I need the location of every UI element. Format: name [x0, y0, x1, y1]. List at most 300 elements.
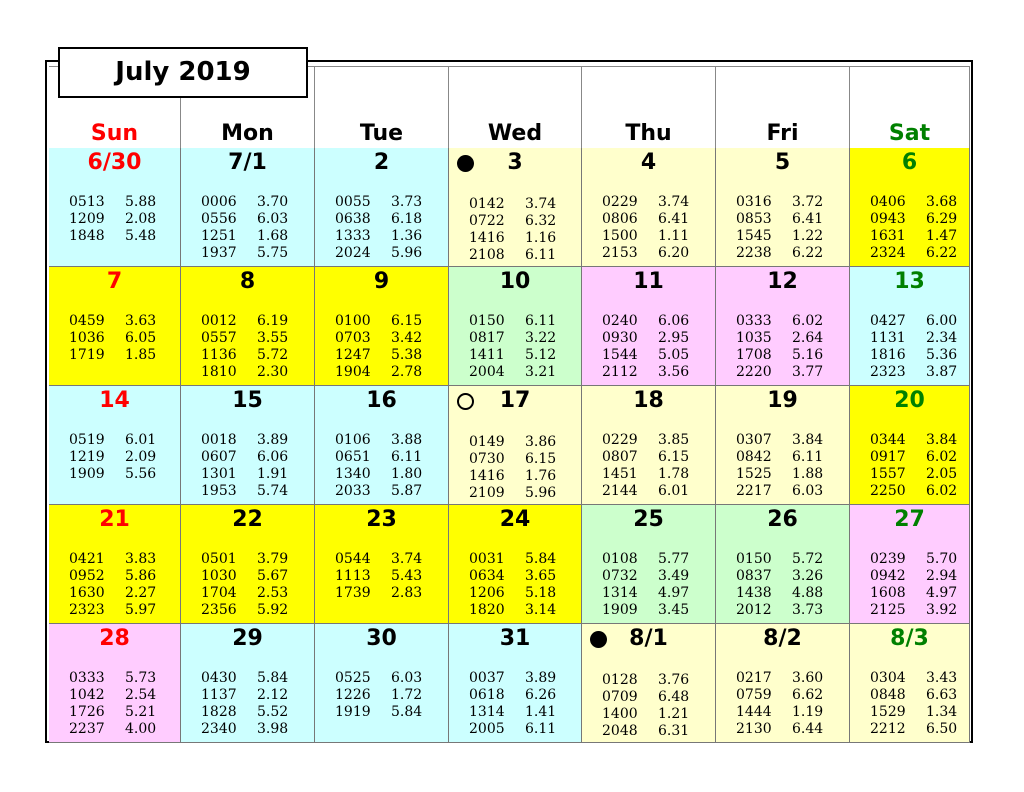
tide-time: 1314: [469, 704, 505, 720]
tide-time: 2144: [602, 483, 638, 499]
tide-time: 0759: [736, 687, 772, 703]
day-cell: [716, 624, 850, 743]
tide-entry: [201, 245, 288, 262]
tide-entry: [602, 689, 689, 706]
tide-height: 2.34: [926, 330, 958, 346]
tide-list: [69, 670, 156, 738]
tide-height: 3.73: [391, 194, 423, 210]
tide-height: 3.26: [792, 568, 824, 584]
tide-time: 2153: [602, 245, 638, 261]
weekday-label: Wed: [487, 121, 543, 146]
tide-height: 3.76: [658, 672, 690, 688]
tide-entry: [69, 585, 156, 602]
tide-time: 1131: [870, 330, 906, 346]
tide-time: 2238: [736, 245, 772, 261]
day-number: 31: [499, 626, 531, 651]
day-number: 18: [633, 388, 664, 413]
tide-entry: [736, 483, 823, 500]
tide-time: 1719: [69, 347, 105, 363]
day-cell: [582, 505, 716, 624]
tide-time: 0837: [736, 568, 772, 584]
tide-time: 0459: [69, 313, 105, 329]
tide-entry: [736, 551, 823, 568]
tide-time: 0012: [201, 313, 237, 329]
tide-entry: [469, 687, 556, 704]
tide-entry: [870, 670, 957, 687]
weekday-header-sat: [850, 66, 970, 148]
tide-height: 6.06: [658, 313, 690, 329]
tide-entry: [69, 602, 156, 619]
tide-entry: [201, 687, 288, 704]
tide-entry: [469, 602, 556, 619]
tide-entry: [69, 330, 156, 347]
day-number: 9: [373, 269, 390, 294]
tide-time: 2340: [201, 721, 237, 737]
tide-entry: [602, 432, 689, 449]
weekday-label: Fri: [766, 121, 799, 146]
day-number: 22: [232, 507, 263, 532]
tide-entry: [335, 330, 422, 347]
tide-height: 3.22: [525, 330, 557, 346]
tide-height: 5.75: [257, 245, 289, 261]
tide-height: 4.97: [926, 585, 958, 601]
tide-time: 1557: [870, 466, 906, 482]
tide-height: 5.87: [391, 483, 423, 499]
weekday-label: Mon: [221, 121, 274, 146]
tide-list: [736, 670, 823, 738]
tide-time: 2220: [736, 364, 772, 380]
tide-time: 0817: [469, 330, 505, 346]
tide-time: 1340: [335, 466, 371, 482]
tide-height: 5.43: [391, 568, 423, 584]
day-cell: [850, 148, 970, 267]
tide-height: 2.30: [257, 364, 289, 380]
day-cell: [850, 386, 970, 505]
tide-time: 1416: [469, 230, 505, 246]
tide-height: 3.74: [525, 196, 557, 212]
tide-entry: [201, 704, 288, 721]
tide-list: [469, 196, 556, 264]
tide-height: 5.18: [525, 585, 557, 601]
weekday-label: Sat: [888, 121, 931, 146]
tide-height: 6.48: [658, 689, 690, 705]
tide-height: 5.21: [125, 704, 157, 720]
tide-list: [335, 313, 422, 381]
day-number: 8/2: [763, 626, 802, 651]
tide-height: 3.56: [658, 364, 690, 380]
tide-height: 3.14: [525, 602, 557, 618]
tide-time: 1525: [736, 466, 772, 482]
tide-entry: [469, 213, 556, 230]
tide-time: 0100: [335, 313, 371, 329]
tide-time: 0618: [469, 687, 505, 703]
tide-time: 1136: [201, 347, 237, 363]
tide-time: 1704: [201, 585, 237, 601]
tide-list: [469, 434, 556, 502]
tide-height: 6.29: [926, 211, 958, 227]
tide-time: 1411: [469, 347, 505, 363]
tide-time: 0307: [736, 432, 772, 448]
day-cell: [315, 148, 449, 267]
tide-height: 2.09: [125, 449, 157, 465]
tide-entry: [736, 687, 823, 704]
tide-list: [602, 313, 689, 381]
tide-time: 0513: [69, 194, 105, 210]
tide-time: 0703: [335, 330, 371, 346]
tide-height: 5.38: [391, 347, 423, 363]
tide-height: 5.16: [792, 347, 824, 363]
tide-time: 0730: [469, 451, 505, 467]
tide-height: 6.22: [792, 245, 824, 261]
weekday-header-thu: [582, 66, 716, 148]
tide-height: 3.92: [926, 602, 958, 618]
day-number: 20: [894, 388, 925, 413]
tide-entry: [602, 585, 689, 602]
tide-height: 5.84: [525, 551, 557, 567]
day-number: 29: [232, 626, 263, 651]
tide-time: 0149: [469, 434, 505, 450]
tide-height: 3.98: [257, 721, 289, 737]
day-number: 11: [633, 269, 664, 294]
day-cell: [181, 505, 315, 624]
day-number: 15: [232, 388, 263, 413]
tide-entry: [602, 706, 689, 723]
tide-time: 1739: [335, 585, 371, 601]
tide-entry: [335, 585, 422, 602]
tide-list: [736, 313, 823, 381]
tide-time: 0304: [870, 670, 906, 686]
tide-height: 6.32: [525, 213, 557, 229]
tide-height: 5.72: [257, 347, 289, 363]
day-cell: [181, 148, 315, 267]
tide-time: 0634: [469, 568, 505, 584]
tide-height: 5.48: [125, 228, 157, 244]
tide-entry: [469, 364, 556, 381]
tide-time: 2109: [469, 485, 505, 501]
tide-time: 2005: [469, 721, 505, 737]
tide-time: 0344: [870, 432, 906, 448]
tide-time: 1708: [736, 347, 772, 363]
tide-height: 3.63: [125, 313, 157, 329]
tide-entry: [335, 245, 422, 262]
tide-entry: [602, 347, 689, 364]
tide-entry: [736, 228, 823, 245]
weekday-header-fri: [716, 66, 850, 148]
tide-entry: [201, 551, 288, 568]
tide-list: [335, 432, 422, 500]
tide-height: 6.15: [391, 313, 423, 329]
tide-time: 0930: [602, 330, 638, 346]
tide-height: 3.70: [257, 194, 289, 210]
tide-height: 3.86: [525, 434, 557, 450]
tide-entry: [736, 704, 823, 721]
tide-entry: [69, 466, 156, 483]
tide-entry: [602, 228, 689, 245]
tide-time: 0917: [870, 449, 906, 465]
tide-time: 1301: [201, 466, 237, 482]
tide-height: 4.88: [792, 585, 824, 601]
tide-height: 5.74: [257, 483, 289, 499]
tide-entry: [736, 466, 823, 483]
tide-entry: [870, 245, 957, 262]
tide-time: 1545: [736, 228, 772, 244]
tide-entry: [201, 313, 288, 330]
tide-entry: [469, 721, 556, 738]
day-number: 10: [499, 269, 531, 294]
tide-height: 6.15: [525, 451, 557, 467]
tide-entry: [736, 313, 823, 330]
tide-height: 6.63: [926, 687, 958, 703]
tide-entry: [201, 330, 288, 347]
tide-height: 5.96: [391, 245, 423, 261]
tide-height: 6.03: [792, 483, 824, 499]
tide-entry: [335, 347, 422, 364]
tide-height: 6.11: [792, 449, 824, 465]
tide-entry: [201, 449, 288, 466]
day-cell: [315, 505, 449, 624]
tide-entry: [335, 432, 422, 449]
tide-entry: [736, 449, 823, 466]
day-number: 2: [373, 150, 390, 175]
day-cell: [716, 505, 850, 624]
tide-height: 5.84: [257, 670, 289, 686]
tide-entry: [870, 449, 957, 466]
tide-entry: [870, 194, 957, 211]
tide-time: 0217: [736, 670, 772, 686]
tide-entry: [335, 194, 422, 211]
tide-entry: [736, 194, 823, 211]
tide-entry: [870, 704, 957, 721]
tide-height: 1.85: [125, 347, 157, 363]
tide-time: 0406: [870, 194, 906, 210]
tide-list: [602, 432, 689, 500]
day-number: 14: [99, 388, 130, 413]
tide-list: [201, 313, 288, 381]
tide-entry: [469, 704, 556, 721]
tide-time: 0031: [469, 551, 505, 567]
tide-time: 1030: [201, 568, 237, 584]
tide-time: 2108: [469, 247, 505, 263]
tide-time: 0544: [335, 551, 371, 567]
tide-time: 0240: [602, 313, 638, 329]
tide-entry: [469, 230, 556, 247]
tide-height: 5.36: [926, 347, 958, 363]
tide-height: 6.03: [257, 211, 289, 227]
tide-height: 6.02: [926, 449, 958, 465]
tide-entry: [69, 551, 156, 568]
tide-height: 1.41: [525, 704, 557, 720]
tide-time: 2033: [335, 483, 371, 499]
tide-entry: [69, 687, 156, 704]
tide-entry: [201, 432, 288, 449]
tide-height: 2.08: [125, 211, 157, 227]
tide-height: 5.67: [257, 568, 289, 584]
day-cell: [850, 267, 970, 386]
tide-entry: [69, 568, 156, 585]
tide-time: 0055: [335, 194, 371, 210]
tide-entry: [201, 670, 288, 687]
tide-height: 3.84: [926, 432, 958, 448]
tide-height: 6.41: [792, 211, 824, 227]
tide-entry: [870, 347, 957, 364]
day-number: 7/1: [228, 150, 267, 175]
full-moon-icon: [457, 393, 474, 410]
tide-entry: [602, 330, 689, 347]
tide-height: 5.77: [658, 551, 690, 567]
tide-time: 0557: [201, 330, 237, 346]
tide-height: 2.94: [926, 568, 958, 584]
tide-time: 1726: [69, 704, 105, 720]
day-cell: [315, 386, 449, 505]
tide-list: [201, 551, 288, 619]
tide-time: 0807: [602, 449, 638, 465]
tide-height: 3.45: [658, 602, 690, 618]
tide-time: 1608: [870, 585, 906, 601]
tide-time: 0525: [335, 670, 371, 686]
tide-height: 6.20: [658, 245, 690, 261]
day-cell: [449, 505, 582, 624]
tide-entry: [870, 228, 957, 245]
tide-entry: [469, 196, 556, 213]
tide-entry: [69, 670, 156, 687]
day-number: 17: [499, 388, 531, 413]
tide-entry: [469, 568, 556, 585]
tide-time: 2324: [870, 245, 906, 261]
tide-time: 0722: [469, 213, 505, 229]
tide-entry: [736, 330, 823, 347]
tide-time: 0952: [69, 568, 105, 584]
tide-entry: [201, 602, 288, 619]
tide-height: 5.12: [525, 347, 557, 363]
tide-entry: [201, 194, 288, 211]
tide-height: 6.19: [257, 313, 289, 329]
tide-time: 2048: [602, 723, 638, 739]
new-moon-icon: [457, 155, 474, 172]
tide-height: 6.01: [658, 483, 690, 499]
tide-entry: [469, 551, 556, 568]
tide-entry: [335, 228, 422, 245]
tide-time: 0638: [335, 211, 371, 227]
tide-entry: [602, 723, 689, 740]
tide-time: 1314: [602, 585, 638, 601]
tide-entry: [870, 432, 957, 449]
day-cell: [49, 386, 181, 505]
tide-height: 1.88: [792, 466, 824, 482]
tide-height: 6.11: [525, 247, 557, 263]
tide-height: 6.15: [658, 449, 690, 465]
tide-height: 3.55: [257, 330, 289, 346]
tide-height: 2.27: [125, 585, 157, 601]
tide-entry: [602, 568, 689, 585]
tide-time: 0519: [69, 432, 105, 448]
tide-list: [602, 194, 689, 262]
day-number: 6: [901, 150, 918, 175]
tide-height: 1.78: [658, 466, 690, 482]
calendar-title: July 2019: [115, 57, 251, 87]
day-cell: [582, 386, 716, 505]
tide-time: 0006: [201, 194, 237, 210]
tide-time: 2217: [736, 483, 772, 499]
tide-time: 2212: [870, 721, 906, 737]
tide-height: 6.26: [525, 687, 557, 703]
tide-height: 5.70: [926, 551, 958, 567]
tide-height: 6.44: [792, 721, 824, 737]
tide-entry: [69, 704, 156, 721]
tide-time: 1500: [602, 228, 638, 244]
day-number: 4: [640, 150, 657, 175]
tide-entry: [335, 687, 422, 704]
tide-entry: [736, 670, 823, 687]
tide-height: 5.92: [257, 602, 289, 618]
day-number: 28: [99, 626, 130, 651]
tide-height: 1.91: [257, 466, 289, 482]
tide-height: 3.77: [792, 364, 824, 380]
tide-time: 2130: [736, 721, 772, 737]
tide-time: 0430: [201, 670, 237, 686]
tide-time: 0316: [736, 194, 772, 210]
tide-list: [469, 551, 556, 619]
tide-time: 0150: [736, 551, 772, 567]
tide-entry: [469, 313, 556, 330]
tide-height: 6.02: [926, 483, 958, 499]
tide-time: 0427: [870, 313, 906, 329]
tide-time: 0806: [602, 211, 638, 227]
tide-time: 1247: [335, 347, 371, 363]
tide-height: 5.56: [125, 466, 157, 482]
tide-time: 0106: [335, 432, 371, 448]
tide-entry: [736, 568, 823, 585]
tide-height: 6.11: [391, 449, 423, 465]
tide-entry: [335, 466, 422, 483]
tide-height: 1.21: [658, 706, 690, 722]
tide-entry: [736, 245, 823, 262]
tide-height: 6.18: [391, 211, 423, 227]
tide-entry: [870, 568, 957, 585]
day-number: 23: [366, 507, 397, 532]
tide-height: 1.19: [792, 704, 824, 720]
tide-time: 1451: [602, 466, 638, 482]
day-number: 8/3: [890, 626, 929, 651]
tide-height: 3.79: [257, 551, 289, 567]
tide-height: 6.62: [792, 687, 824, 703]
tide-height: 2.05: [926, 466, 958, 482]
tide-list: [602, 672, 689, 740]
tide-entry: [469, 670, 556, 687]
tide-time: 1544: [602, 347, 638, 363]
tide-height: 1.80: [391, 466, 423, 482]
tide-list: [469, 313, 556, 381]
tide-entry: [870, 483, 957, 500]
tide-time: 2125: [870, 602, 906, 618]
tide-time: 1848: [69, 228, 105, 244]
tide-height: 6.11: [525, 721, 557, 737]
tide-height: 1.36: [391, 228, 423, 244]
tide-height: 3.88: [391, 432, 423, 448]
tide-height: 2.12: [257, 687, 289, 703]
tide-entry: [469, 434, 556, 451]
new-moon-icon: [590, 631, 607, 648]
day-cell: [582, 267, 716, 386]
tide-time: 1828: [201, 704, 237, 720]
tide-time: 0229: [602, 194, 638, 210]
tide-time: 0150: [469, 313, 505, 329]
tide-height: 2.64: [792, 330, 824, 346]
tide-entry: [602, 551, 689, 568]
tide-entry: [870, 330, 957, 347]
tide-entry: [201, 211, 288, 228]
tide-entry: [602, 194, 689, 211]
day-cell: [582, 624, 716, 743]
